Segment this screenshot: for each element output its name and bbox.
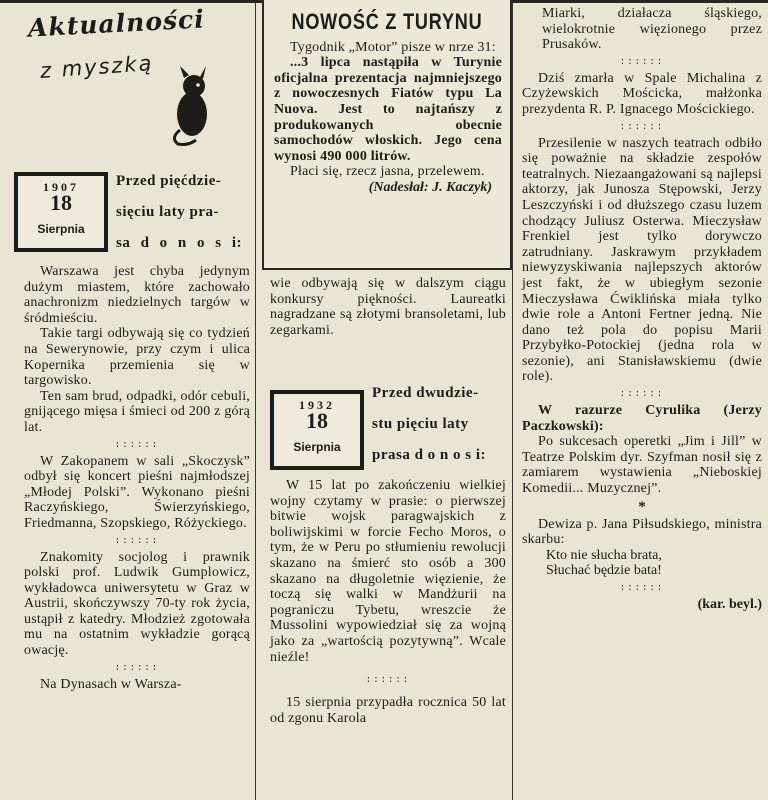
date-month: Sierpnia xyxy=(37,222,85,236)
paragraph: Miarki, działacza śląskiego, wielokrotnie więzionego przez Prusaków. xyxy=(542,6,762,53)
paragraph: Warszawa jest chyba jedynym dużym miastem, które zachowało anachronizm niedzielnych targów w śródmieściu. xyxy=(24,264,250,326)
middle-body xyxy=(270,478,506,726)
left-body xyxy=(24,264,250,692)
lead-line: sa d o n o s i: xyxy=(116,235,243,251)
date-year: 1907 xyxy=(43,180,79,194)
right-body xyxy=(522,6,762,613)
left-column xyxy=(6,0,250,692)
lead-1932 xyxy=(372,378,508,471)
paragraph: 15 sierpnia przypadła rocznica 50 lat od zgonu Karola xyxy=(270,695,506,726)
separator: :::::: xyxy=(114,535,160,546)
separator: :::::: xyxy=(619,583,665,593)
column-rule xyxy=(255,0,256,800)
masthead-title: Aktualności xyxy=(27,4,206,43)
lead-line: stu pięciu laty xyxy=(372,416,469,432)
lead-line: Przed dwudzie- xyxy=(372,385,479,401)
lead-line: Przed pięćdzie- xyxy=(116,173,222,189)
date-day: 18 xyxy=(50,190,72,215)
paragraph: ...3 lipca nastąpiła w Turynie oficjalna prezentacja najmniejszego z nowoczesnych Fiatów typu La Nuova. Jest to najtańszy z produkowanych obecnie samochodów włoskich. Jego cena wynosi 490 000 litrów. xyxy=(274,55,502,164)
paragraph: W Zakopanem w sali „Skoczysk” odbył się koncert pieśni najmłodszej „Młodej Polski”. Wykonano pieśni Raczyńskiego, Świerzyńskiego, Friedmanna, Szopskiego, Różyckiego. xyxy=(24,453,250,531)
paragraph: Przesilenie w naszych teatrach odbiło się poważnie na składzie zespołów teatralnych. Niezaangażowani są najlepsi aktorzy, jak Junosza Stępowski, Jerzy Leszczyński i od dłuższego czasu luzem chodzący Juliusz Osterwa. Mieczysław Frenkiel jest tylko dorywczo zatrudniany. Jaskrawym przykładem niewyzyskiwania najlepszych aktorów jest fakt, że w ubiegłym sezonie Mieczysława Ćwiklińska miała tylko dwie role a Antoni Fertner jedną. Nie dano też pola do popisu Marii Przybyłko-Potockiej (jedna rola w sezonie), ani Stanisławskiemu (dwie role). xyxy=(522,135,762,385)
separator: :::::: xyxy=(114,662,160,673)
paragraph: Tygodnik „Motor” pisze w nrze 31: xyxy=(290,39,496,55)
signature: (kar. beyl.) xyxy=(697,597,762,612)
date-month: Sierpnia xyxy=(293,440,341,454)
paragraph: W 15 lat po zakończeniu wielkiej wojny czytamy w prasie: o pierwszej bitwie wojsk paragwajskich z boliwijskimi w forcie Fecho Moros, o tym, że w Peru po stłumieniu rewolucji skazano na śmierć sto osób a 300 skazano na długoletnie więzienie, że toczą się walki w Mandżurii na pograniczu Tybetu, wreszcie że Mussolini wypowiedział się za wojną jako za „wartością pozytywną”. Wcale nieźle! xyxy=(270,478,506,665)
paragraph: Dziś zmarła w Spale Michalina z Czyżewskich Mościcka, małżonka prezydenta R. P. Ignacego Mościckiego. xyxy=(522,70,762,117)
box-title: NOWOŚĆ Z TURYNU xyxy=(291,9,483,34)
date-day: 18 xyxy=(306,408,328,433)
separator: :::::: xyxy=(365,675,411,686)
separator: :::::: xyxy=(619,56,665,67)
separator: :::::: xyxy=(619,121,665,132)
paragraph: Dewiza p. Jana Piłsudskiego, ministra skarbu: xyxy=(522,516,762,548)
signature: (Nadesłał: J. Kaczyk) xyxy=(368,179,492,195)
verse-line: Kto nie słucha brata, xyxy=(546,547,662,563)
masthead xyxy=(6,0,250,170)
paragraph: Na Dynasach w Warsza- xyxy=(40,676,182,692)
star-separator: * xyxy=(638,498,646,515)
lead-line: prasa d o n o s i: xyxy=(372,447,487,463)
date-year: 1932 xyxy=(299,398,335,412)
paragraph: Po sukcesach operetki „Jim i Jill” w Teatrze Polskim dyr. Szyfman nosił się z zamiarem wystawienia „Nieboskiej Komedii... Muzycznej”. xyxy=(522,434,762,497)
date-box-1907 xyxy=(14,172,108,252)
paragraph: W razurze Cyrulika (Jerzy Paczkowski): xyxy=(522,403,762,434)
lead-1907 xyxy=(116,166,252,259)
paragraph: Znakomity socjolog i prawnik polski prof. Ludwik Gumplowicz, wykładowca uniwersytetu w Graz w Austrii, skończywszy 70-ty rok życia, ustąpił z katedry. Młodzież zgotowała mu na ostatnim wykładzie gorącą owację. xyxy=(24,549,250,659)
paragraph: Takie targi odbywają się co tydzień na Sewerynowie, przy czym i ulica Kopernika przemienia się w targowisko. xyxy=(24,326,250,389)
mouse-illustration xyxy=(170,64,216,146)
date-box-1932 xyxy=(270,390,364,470)
turin-news-box xyxy=(262,0,512,270)
middle-body-top xyxy=(270,276,506,338)
paragraph: Płaci się, rzecz jasna, przelewem. xyxy=(290,164,485,180)
verse-line: Słuchać będzie bata! xyxy=(546,563,662,579)
paragraph: wie odbywają się w dalszym ciągu konkursy piękności. Laureatki nagradzane są złotymi bransoletami, lub zegarkami. xyxy=(270,276,506,338)
paragraph: Ten sam brud, odpadki, odór cebuli, gnijącego mięsa i śmieci od 200 z górą lat. xyxy=(24,388,250,435)
lead-line: sięciu laty pra- xyxy=(116,204,219,220)
masthead-subtitle: z myszką xyxy=(39,51,155,83)
separator: :::::: xyxy=(114,439,160,450)
column-rule xyxy=(512,0,513,800)
separator: :::::: xyxy=(619,389,665,400)
